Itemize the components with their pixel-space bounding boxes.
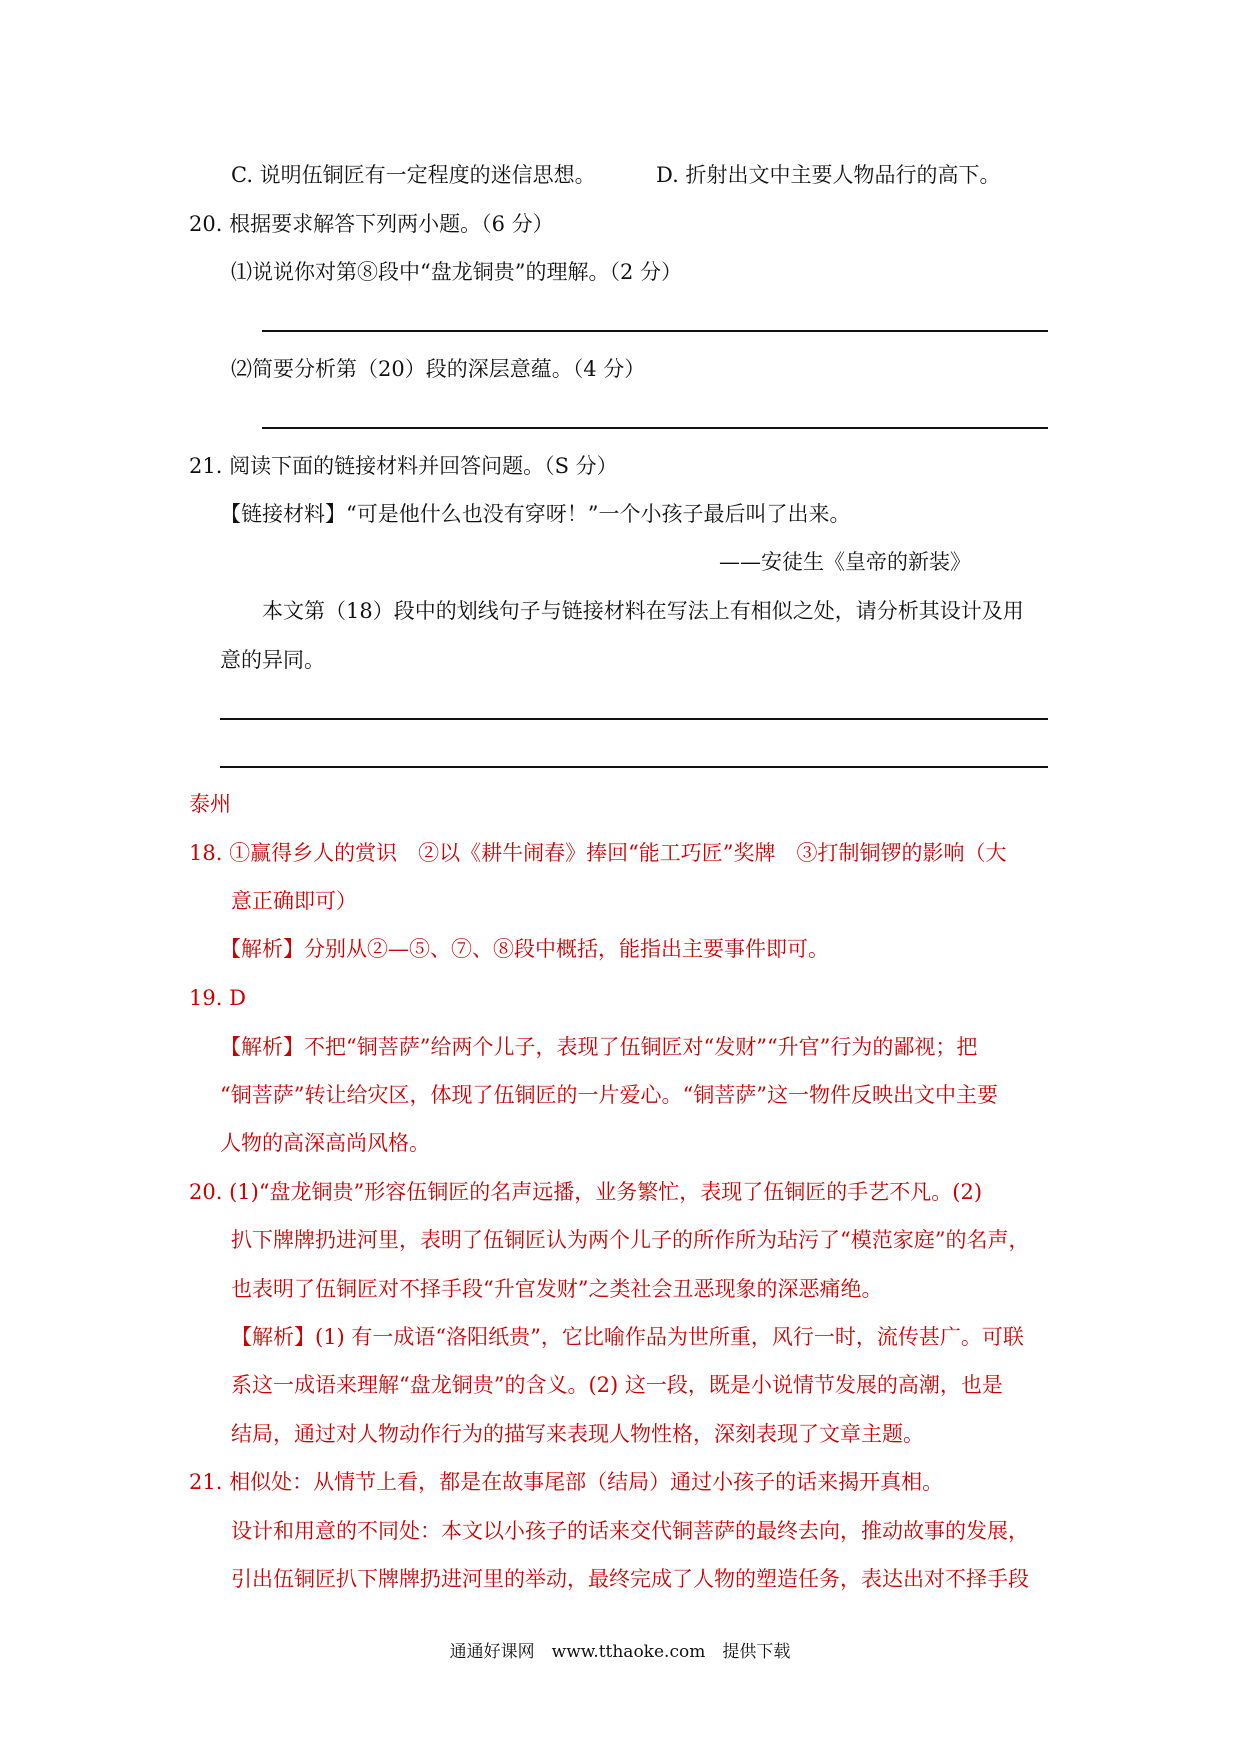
q21-source: ——安徒生《皇帝的新装》 [719,550,971,574]
answer-20-analysis-2: 系这一成语来理解“盘龙铜贵”的含义。(2) 这一段，既是小说情节发展的高潮，也是 [231,1373,1003,1397]
answer-line-q21-1 [220,718,1048,720]
answer-line-q21-2 [220,766,1048,768]
q19-option-c: C. 说明伍铜匠有一定程度的迷信思想。 [231,163,596,187]
q21-prompt-line1: 本文第（18）段中的划线句子与链接材料在写法上有相似之处，请分析其设计及用 [262,599,1024,623]
answer-18-line2: 意正确即可） [231,889,357,913]
q20-sub1: ⑴说说你对第⑧段中“盘龙铜贵”的理解。（2 分） [231,260,683,284]
answer-18-line1: 18. ①赢得乡人的赏识 ②以《耕牛闹春》捧回“能工巧匠”奖牌 ③打制铜锣的影响（大 [189,841,1007,865]
answer-19-analysis-1: 【解析】不把“铜菩萨”给两个儿子，表现了伍铜匠对“发财”“升官”行为的鄙视；把 [220,1035,978,1059]
answer-20-line2: 扒下牌牌扔进河里，表明了伍铜匠认为两个儿子的所作所为玷污了“模范家庭”的名声， [231,1228,1030,1252]
answer-19-analysis-2: “铜菩萨”转让给灾区，体现了伍铜匠的一片爱心。“铜菩萨”这一物件反映出文中主要 [220,1083,998,1107]
answer-21-line3: 引出伍铜匠扒下牌牌扔进河里的举动，最终完成了人物的塑造任务，表达出对不择手段 [231,1567,1029,1591]
answer-20-line3: 也表明了伍铜匠对不择手段“升官发财”之类社会丑恶现象的深恶痛绝。 [231,1277,883,1301]
answer-19: 19. D [189,986,246,1010]
q20-sub2: ⑵简要分析第（20）段的深层意蕴。（4 分） [231,357,646,381]
answer-21-line1: 21. 相似处：从情节上看，都是在故事尾部（结局）通过小孩子的话来揭开真相。 [189,1470,944,1494]
answer-19-analysis-3: 人物的高深高尚风格。 [220,1131,430,1155]
q19-option-d: D. 折射出文中主要人物品行的高下。 [656,163,1001,187]
answer-section-title: 泰州 [189,792,231,816]
answer-20-analysis-1: 【解析】(1) 有一成语“洛阳纸贵”，它比喻作品为世所重，风行一时，流传甚广。可联 [231,1325,1024,1349]
answer-line-q20-2 [262,427,1048,429]
q21-stem: 21. 阅读下面的链接材料并回答问题。（S 分） [189,454,618,478]
answer-20-analysis-3: 结局，通过对人物动作行为的描写来表现人物性格，深刻表现了文章主题。 [231,1422,924,1446]
answer-21-line2: 设计和用意的不同处：本文以小孩子的话来交代铜菩萨的最终去向，推动故事的发展， [231,1519,1029,1543]
page-footer: 通通好课网 www.tthaoke.com 提供下载 [449,1642,791,1662]
answer-20-line1: 20. (1)“盘龙铜贵”形容伍铜匠的名声远播，业务繁忙，表现了伍铜匠的手艺不凡。(2) [189,1180,983,1204]
q21-prompt-line2: 意的异同。 [220,648,325,672]
answer-line-q20-1 [262,330,1048,332]
q20-stem: 20. 根据要求解答下列两小题。（6 分） [189,212,554,236]
q21-material: 【链接材料】“可是他什么也没有穿呀！”一个小孩子最后叫了出来。 [220,502,851,526]
answer-18-analysis: 【解析】分别从②—⑤、⑦、⑧段中概括，能指出主要事件即可。 [220,937,829,961]
